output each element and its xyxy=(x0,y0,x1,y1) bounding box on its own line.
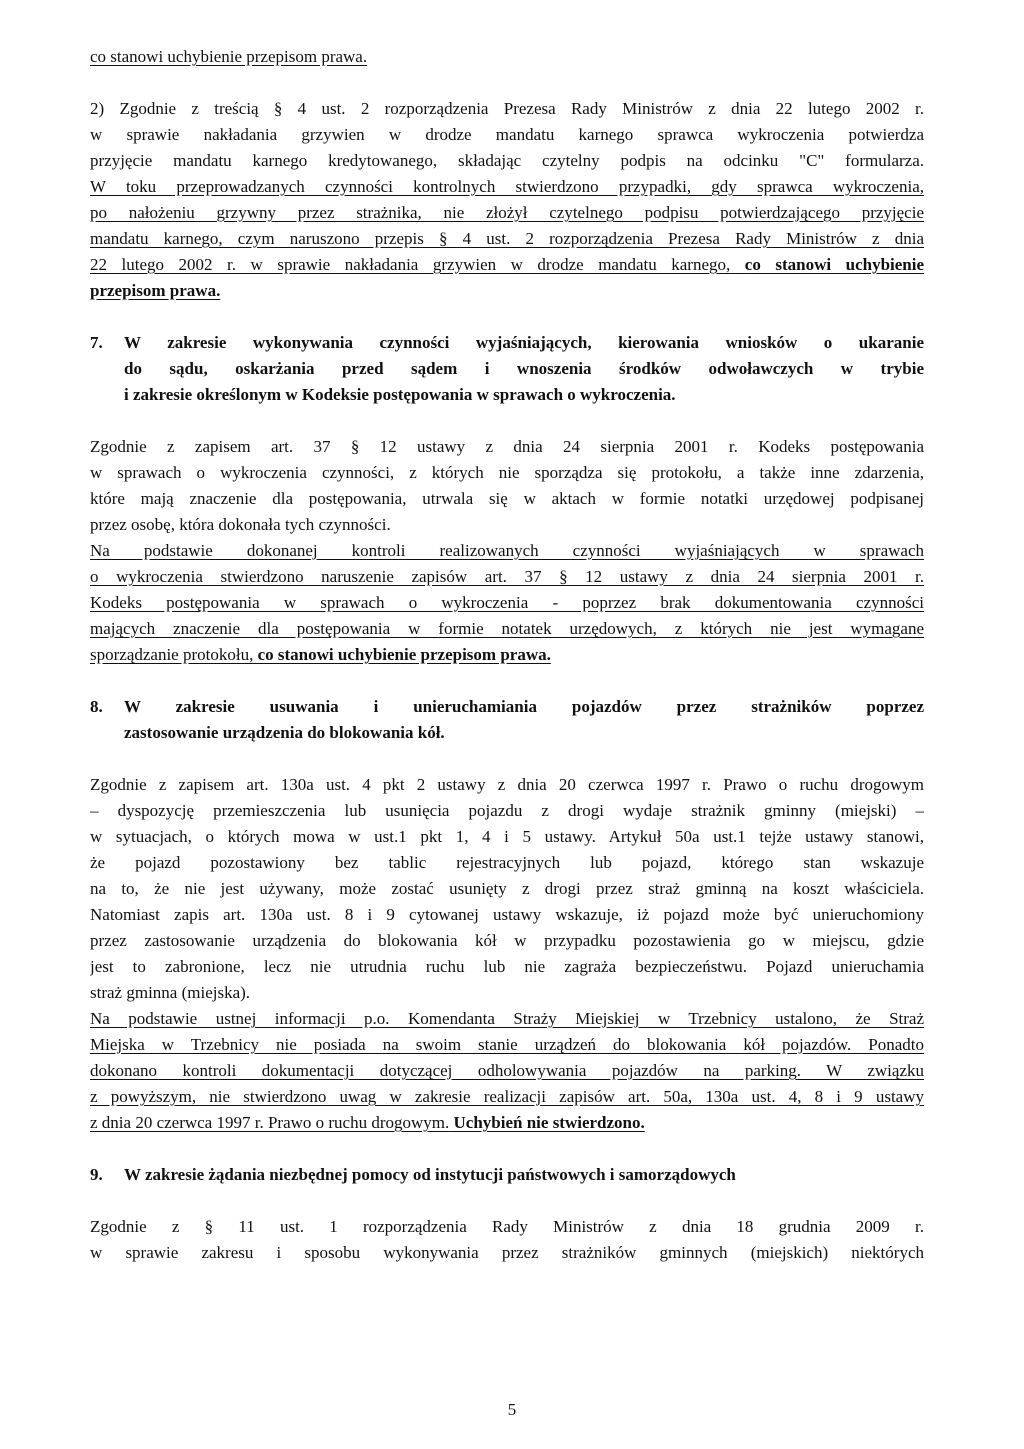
continuation-line: co stanowi uchybienie przepisom prawa. xyxy=(90,47,368,66)
section-8-heading xyxy=(90,694,924,746)
text-line: w sprawie zakresu i sposobu wykonywania przez strażników gminnych (miejskich) niektórych xyxy=(90,1243,924,1262)
text-line: w sprawie nakładania grzywien w drodze mandatu karnego sprawca wykroczenia potwierdza xyxy=(90,125,924,144)
heading-line: zastosowanie urządzenia do blokowania kół. xyxy=(124,723,445,742)
section-8-body xyxy=(90,772,924,1006)
finding-line: mających znaczenie dla postępowania w formie notatek urzędowych, z których nie jest wymagane xyxy=(90,619,924,638)
section-9-heading xyxy=(90,1162,924,1188)
text-line: w sprawach o wykroczenia czynności, z których nie sporządza się protokołu, a także inne zdarzenia, xyxy=(90,463,924,482)
section-number: 8. xyxy=(90,697,103,716)
finding-line xyxy=(90,1110,924,1136)
document-page xyxy=(90,44,924,1266)
text-line: – dyspozycję przemieszczenia lub usunięcia pojazdu z drogi wydaje strażnik gminny (miejski) – xyxy=(90,801,924,820)
text-line: jest to zabronione, lecz nie utrudnia ruchu lub nie zagraża bezpieczeństwu. Pojazd unieruchamia xyxy=(90,957,924,976)
finding-line: o wykroczenia stwierdzono naruszenie zapisów art. 37 § 12 ustawy z dnia 24 sierpnia 2001 r. xyxy=(90,567,924,586)
finding-line: mandatu karnego, czym naruszono przepis § 4 ust. 2 rozporządzenia Prezesa Rady Ministrów z dnia xyxy=(90,229,924,248)
finding-line: dokonano kontroli dokumentacji dotyczącej odholowywania pojazdów na parking. W związku xyxy=(90,1061,924,1080)
text-line: przez osobę, która dokonała tych czynności. xyxy=(90,515,391,534)
section-8-finding xyxy=(90,1006,924,1136)
point-2-paragraph xyxy=(90,96,924,174)
text-line: Zgodnie z § 11 ust. 1 rozporządzenia Rady Ministrów z dnia 18 grudnia 2009 r. xyxy=(90,1217,924,1236)
finding-line xyxy=(90,642,924,668)
finding-line: po nałożeniu grzywny przez strażnika, nie złożył czytelnego podpisu potwierdzającego przyjęcie xyxy=(90,203,924,222)
finding-conclusion: co stanowi uchybienie przepisom prawa. xyxy=(257,645,551,664)
section-number: 7. xyxy=(90,333,103,352)
text-line: Zgodnie z zapisem art. 37 § 12 ustawy z dnia 24 sierpnia 2001 r. Kodeks postępowania xyxy=(90,437,924,456)
text-line: przyjęcie mandatu karnego kredytowanego, składając czytelny podpis na odcinku "C" formularza. xyxy=(90,151,924,170)
heading-line: W zakresie żądania niezbędnej pomocy od instytucji państwowych i samorządowych xyxy=(124,1165,736,1184)
heading-line: W zakresie usuwania i unieruchamiania pojazdów przez strażników poprzez xyxy=(124,697,924,716)
heading-line: W zakresie wykonywania czynności wyjaśniających, kierowania wniosków o ukaranie xyxy=(124,333,924,352)
finding-text: sporządzanie protokołu, xyxy=(90,645,254,664)
finding-text: 22 lutego 2002 r. w sprawie nakładania grzywien w drodze mandatu karnego, xyxy=(90,255,731,274)
text-line: że pojazd pozostawiony bez tablic rejestracyjnych lub pojazd, którego stan wskazuje xyxy=(90,853,924,872)
text-line: Natomiast zapis art. 130a ust. 8 i 9 cytowanej ustawy wskazuje, iż pojazd może być unieruchomiony xyxy=(90,905,924,924)
text-line: Zgodnie z zapisem art. 130a ust. 4 pkt 2 ustawy z dnia 20 czerwca 1997 r. Prawo o ruchu drogowym xyxy=(90,775,924,794)
section-7-heading xyxy=(90,330,924,408)
section-9-body xyxy=(90,1214,924,1266)
text-line: straż gminna (miejska). xyxy=(90,983,251,1002)
section-number: 9. xyxy=(90,1165,103,1184)
finding-line: Na podstawie dokonanej kontroli realizowanych czynności wyjaśniających w sprawach xyxy=(90,541,924,560)
heading-line: i zakresie określonym w Kodeksie postępowania w sprawach o wykroczenia. xyxy=(124,385,676,404)
finding-line: Na podstawie ustnej informacji p.o. Komendanta Straży Miejskiej w Trzebnicy ustalono, że Straż xyxy=(90,1009,924,1028)
heading-line: do sądu, oskarżania przed sądem i wnoszenia środków odwoławczych w trybie xyxy=(124,359,924,378)
finding-line: W toku przeprowadzanych czynności kontrolnych stwierdzono przypadki, gdy sprawca wykroczenia, xyxy=(90,177,924,196)
finding-conclusion: co stanowi uchybienie xyxy=(744,255,924,274)
text-line: przez zastosowanie urządzenia do blokowania kół w przypadku pozostawienia go w miejscu, gdzie xyxy=(90,931,924,950)
finding-line: Kodeks postępowania w sprawach o wykroczenia - poprzez brak dokumentowania czynności xyxy=(90,593,924,612)
finding-conclusion-end: przepisom prawa. xyxy=(90,281,221,300)
text-line: na to, że nie jest używany, może zostać usunięty z drogi przez straż gminną na koszt właściciela. xyxy=(90,879,924,898)
finding-line xyxy=(90,252,924,278)
text-line: w sytuacjach, o których mowa w ust.1 pkt 1, 4 i 5 ustawy. Artykuł 50a ust.1 tejże ustawy stanowi, xyxy=(90,827,924,846)
text-line: które mają znaczenie dla postępowania, utrwala się w aktach w formie notatki urzędowej podpisanej xyxy=(90,489,924,508)
text-line: 2) Zgodnie z treścią § 4 ust. 2 rozporządzenia Prezesa Rady Ministrów z dnia 22 lutego 2002 r. xyxy=(90,99,924,118)
finding-conclusion: Uchybień nie stwierdzono. xyxy=(453,1113,645,1132)
point-2-finding xyxy=(90,174,924,304)
finding-line: z powyższym, nie stwierdzono uwag w zakresie realizacji zapisów art. 50a, 130a ust. 4, 8 i 9 ustawy xyxy=(90,1087,924,1106)
section-7-finding xyxy=(90,538,924,668)
page-number: 5 xyxy=(507,1400,517,1419)
finding-line: Miejska w Trzebnicy nie posiada na swoim stanie urządzeń do blokowania kół pojazdów. Ponadto xyxy=(90,1035,924,1054)
finding-text: z dnia 20 czerwca 1997 r. Prawo o ruchu drogowym. xyxy=(90,1113,450,1132)
section-7-body xyxy=(90,434,924,538)
